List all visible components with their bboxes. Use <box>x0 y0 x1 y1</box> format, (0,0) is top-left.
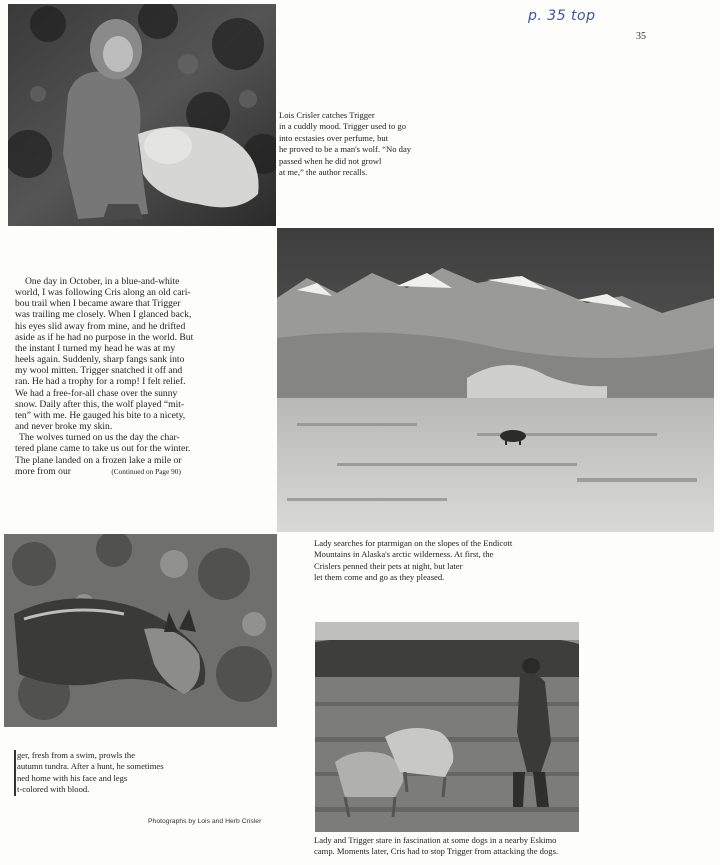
article-line: One day in October, in a blue-and-white <box>25 276 180 287</box>
caption-line: Crislers penned their pets at night, but later <box>314 560 463 571</box>
photo-eskimo-camp <box>315 622 579 832</box>
article-line: ran. He had a trophy for a romp! I felt relief. <box>15 376 186 388</box>
article-line: snow. Daily after this, the wolf played “mit- <box>15 398 185 410</box>
article-line: world, I was following Cris along an old cari- <box>15 287 191 299</box>
article-line <box>15 466 220 477</box>
caption-line: Lady searches for ptarmigan on the slopes of the Endicott <box>314 538 513 548</box>
caption-line: ger, fresh from a swim, prowls the <box>17 750 136 760</box>
continued-note: (Continued on Page 90) <box>111 466 181 476</box>
caption-line: t-colored with blood. <box>17 784 90 795</box>
article-line-end: more from our <box>15 465 71 477</box>
caption-line: let them come and go as they pleased. <box>314 572 445 583</box>
caption-line: ned home with his face and legs <box>17 772 128 783</box>
article-line: The plane landed on a frozen lake a mile or <box>15 454 182 466</box>
article-line: and never broke my skin. <box>15 421 113 433</box>
photo-wolf-prowling <box>4 534 277 727</box>
caption-line: passed when he did not growl <box>279 155 382 166</box>
article-line: his eyes slid away from mine, and he drifted <box>15 320 186 332</box>
article-line: aside as if he had no purpose in the world. But <box>15 331 194 343</box>
article-line: was trailing me closely. When I glanced back, <box>15 309 192 321</box>
caption-line: Mountains in Alaska's arctic wilderness. At first, the <box>314 549 494 560</box>
article-line: heels again. Suddenly, sharp fangs sank into <box>15 354 185 366</box>
caption-line: into ecstasies over perfume, but <box>279 132 389 143</box>
caption-line: Lady and Trigger stare in fascination at some dogs in a nearby Eskimo <box>314 835 557 845</box>
article-line: ten” with me. He gauged his bite to a nicety, <box>15 409 186 421</box>
caption-line: he proved to be a man's wolf. “No day <box>279 144 412 155</box>
article-line: The wolves turned on us the day the char- <box>19 432 180 444</box>
article-body <box>15 276 220 477</box>
article-line: We had a free-for-all chase over the sunny <box>15 387 178 399</box>
photo-woman-with-wolf <box>8 4 276 226</box>
handwritten-note: p. 35 top <box>528 8 596 24</box>
article-line: my wool mitten. Trigger snatched it off and <box>15 365 183 377</box>
caption-line: in a cuddly mood. Trigger used to go <box>279 121 406 132</box>
article-line: the instant I turned my head he was at my <box>15 342 176 354</box>
eskimo-photo-caption <box>314 835 558 858</box>
mountain-photo-caption <box>314 538 512 584</box>
article-line: tered plane came to take us out for the winter. <box>15 443 191 455</box>
caption-line: autumn tundra. After a hunt, he sometimes <box>17 761 164 772</box>
top-photo-caption <box>279 110 411 178</box>
wolf-photo-caption <box>14 750 164 796</box>
photo-mountain-landscape <box>277 228 714 532</box>
page-number: 35 <box>636 31 646 42</box>
article-line: bou trail when I became aware that Trigger <box>15 298 181 310</box>
caption-line: camp. Moments later, Cris had to stop Trigger from attacking the dogs. <box>314 846 559 857</box>
caption-line: Lois Crisler catches Trigger <box>279 110 375 120</box>
photo-credit: Photographs by Lois and Herb Crisler <box>148 818 262 825</box>
caption-line: at me,” the author recalls. <box>279 167 368 178</box>
